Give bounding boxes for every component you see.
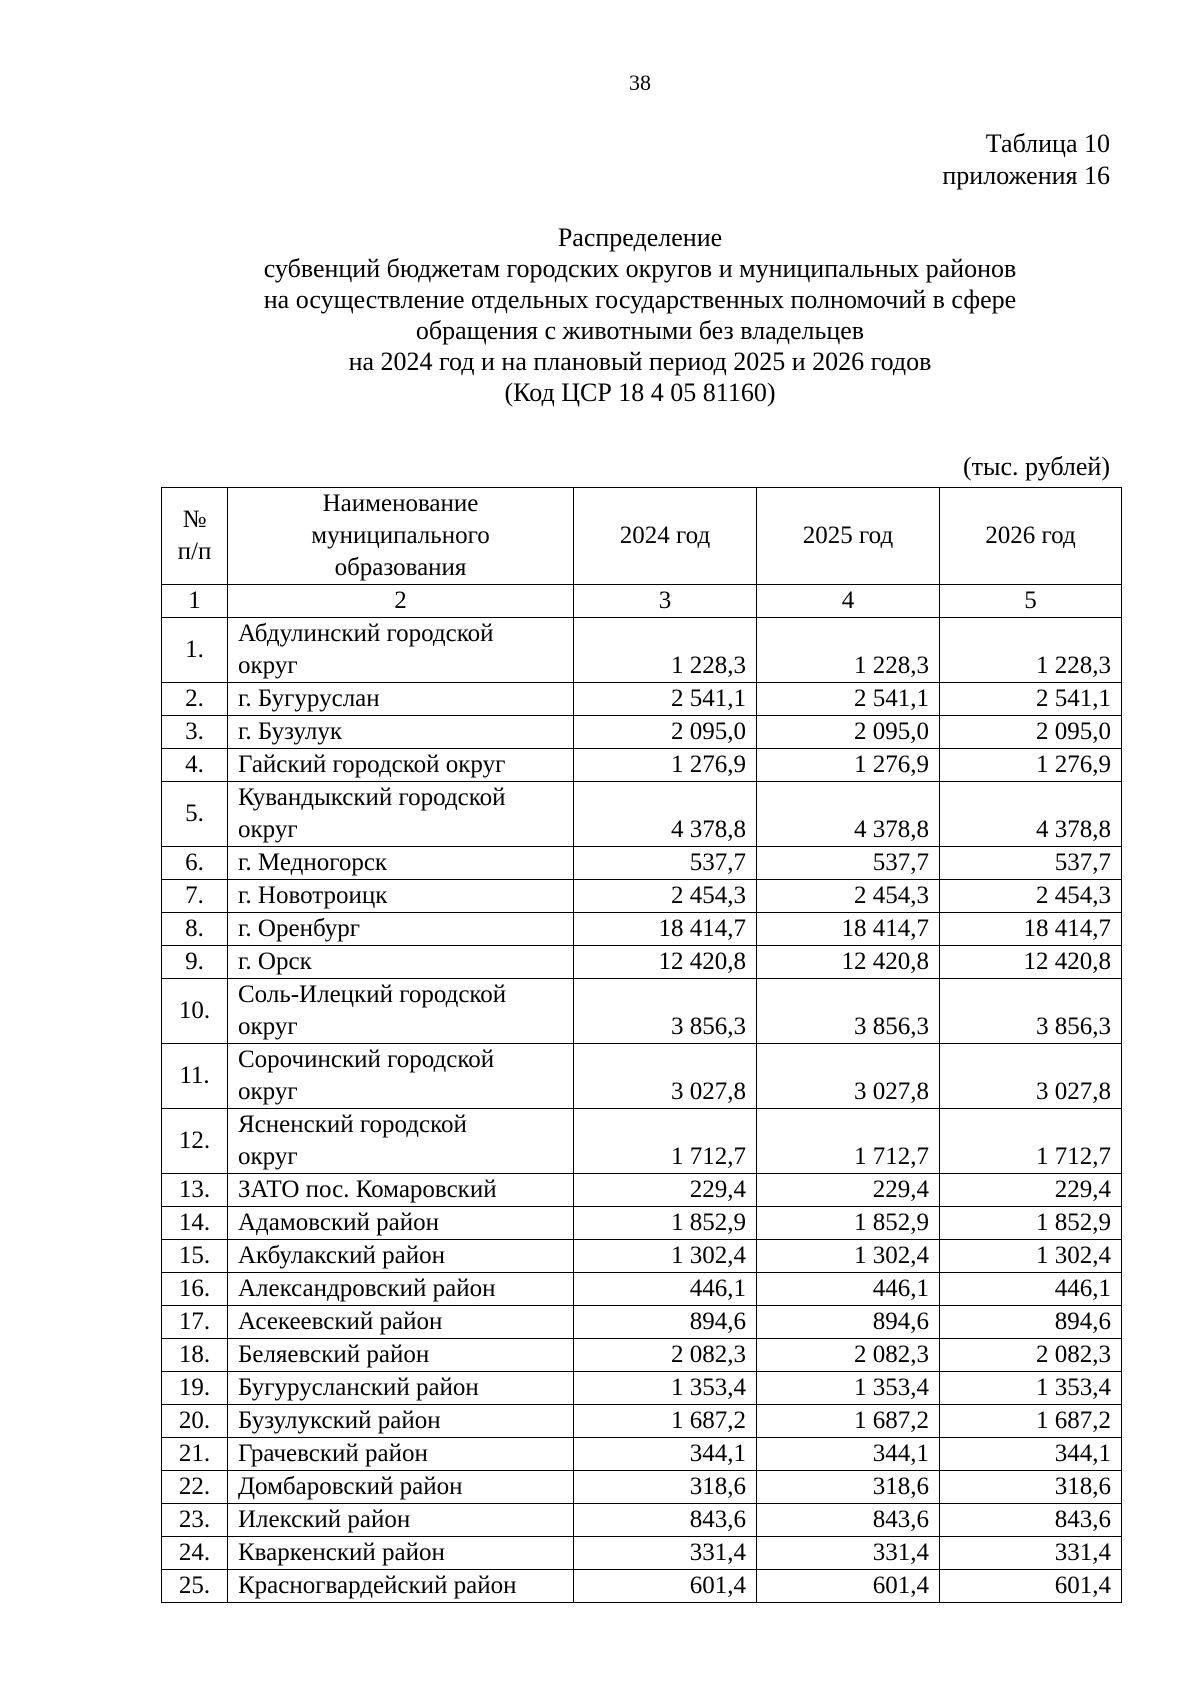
value-2025: 2 095,0 [757,716,940,749]
header-text: № [182,506,207,533]
value-2025: 1 852,9 [757,1207,940,1240]
table-row [162,880,1122,913]
municipality-name [228,1405,574,1438]
municipality-name-line: Илекский район [238,1506,411,1533]
municipality-name-line: Грачевский район [238,1440,428,1467]
value-2024: 331,4 [574,1537,757,1570]
table-row [162,1339,1122,1372]
row-number: 21. [162,1438,228,1471]
units-label: (тыс. рублей) [962,452,1110,481]
municipality-name [228,1570,574,1603]
value-2025: 2 541,1 [757,683,940,716]
row-number: 19. [162,1372,228,1405]
title-line: Распределение [557,223,723,252]
value-2024: 1 276,9 [574,749,757,782]
value-2024: 1 353,4 [574,1372,757,1405]
municipality-name-line: Александровский район [238,1275,496,1302]
municipality-name [228,1273,574,1306]
row-number: 16. [162,1273,228,1306]
municipality-name [228,618,574,683]
value-2026: 229,4 [940,1174,1122,1207]
municipality-name-line: Беляевский район [238,1341,430,1368]
municipality-name-line: Кваркенский район [238,1539,445,1566]
municipality-name [228,1240,574,1273]
value-2025: 229,4 [757,1174,940,1207]
value-2026: 446,1 [940,1273,1122,1306]
municipality-name-line: Асекеевский район [238,1308,443,1335]
value-2024: 1 687,2 [574,1405,757,1438]
value-2025: 318,6 [757,1471,940,1504]
table-label-line: приложения 16 [942,161,1110,190]
municipality-name-line: г. Бугуруслан [238,685,380,712]
municipality-name [228,749,574,782]
header-2026: 2026 год [940,488,1122,585]
municipality-name [228,1372,574,1405]
value-2024: 229,4 [574,1174,757,1207]
municipality-name [228,880,574,913]
municipality-name-line: г. Новотроицк [238,882,388,909]
row-number: 9. [162,946,228,979]
municipality-name [228,1537,574,1570]
municipality-name-line: Акбулакский район [238,1242,445,1269]
subvention-table [161,487,1122,1603]
value-2024: 537,7 [574,847,757,880]
title-line: (Код ЦСР 18 4 05 81160) [504,378,776,407]
document-title [180,222,1100,408]
table-row [162,1273,1122,1306]
value-2025: 2 454,3 [757,880,940,913]
title-line: на осуществление отдельных государственных полномочий в сфере [263,285,1017,314]
value-2024: 4 378,8 [574,782,757,847]
value-2024: 2 095,0 [574,716,757,749]
column-index: 4 [757,585,940,618]
row-number: 20. [162,1405,228,1438]
row-number: 1. [162,618,228,683]
row-number: 18. [162,1339,228,1372]
municipality-name-line: Бузулукский район [238,1407,441,1434]
value-2025: 2 082,3 [757,1339,940,1372]
row-number: 23. [162,1504,228,1537]
table-row [162,946,1122,979]
value-2024: 894,6 [574,1306,757,1339]
municipality-name-line: округ [238,652,298,679]
value-2025: 3 856,3 [757,979,940,1044]
municipality-name [228,683,574,716]
page-number: 38 [629,70,651,95]
value-2026: 318,6 [940,1471,1122,1504]
municipality-name-line: Гайский городской округ [238,751,506,778]
header-2025: 2025 год [757,488,940,585]
header-row [162,488,1122,585]
municipality-name [228,1174,574,1207]
value-2026: 2 082,3 [940,1339,1122,1372]
value-2026: 894,6 [940,1306,1122,1339]
value-2025: 3 027,8 [757,1044,940,1109]
value-2026: 1 276,9 [940,749,1122,782]
table-row [162,1109,1122,1174]
value-2024: 2 082,3 [574,1339,757,1372]
row-number: 10. [162,979,228,1044]
municipality-name-line: Кувандыкский городской [238,784,506,811]
row-number: 14. [162,1207,228,1240]
column-index: 2 [228,585,574,618]
table-row [162,1044,1122,1109]
row-number: 8. [162,913,228,946]
header-text: муниципального [311,522,490,549]
value-2025: 843,6 [757,1504,940,1537]
value-2026: 2 541,1 [940,683,1122,716]
municipality-name-line: г. Бузулук [238,718,343,745]
municipality-name [228,913,574,946]
value-2024: 318,6 [574,1471,757,1504]
value-2024: 601,4 [574,1570,757,1603]
header-2024: 2024 год [574,488,757,585]
municipality-name [228,946,574,979]
value-2026: 3 856,3 [940,979,1122,1044]
table-row [162,1537,1122,1570]
value-2025: 1 276,9 [757,749,940,782]
header-name [228,488,574,585]
row-number: 6. [162,847,228,880]
table-label-line: Таблица 10 [985,129,1110,158]
value-2024: 3 027,8 [574,1044,757,1109]
table-row [162,1207,1122,1240]
value-2024: 2 454,3 [574,880,757,913]
header-text: п/п [177,538,212,565]
municipality-name [228,782,574,847]
value-2024: 1 852,9 [574,1207,757,1240]
value-2025: 894,6 [757,1306,940,1339]
row-number: 24. [162,1537,228,1570]
municipality-name-line: Сорочинский городской [238,1046,495,1073]
value-2025: 1 353,4 [757,1372,940,1405]
row-number: 7. [162,880,228,913]
municipality-name [228,1471,574,1504]
municipality-name [228,716,574,749]
value-2026: 1 228,3 [940,618,1122,683]
value-2024: 3 856,3 [574,979,757,1044]
table-row [162,1372,1122,1405]
municipality-name-line: округ [238,1143,298,1170]
value-2026: 18 414,7 [940,913,1122,946]
table-row [162,1504,1122,1537]
municipality-name [228,1306,574,1339]
municipality-name [228,1339,574,1372]
value-2024: 1 712,7 [574,1109,757,1174]
value-2024: 2 541,1 [574,683,757,716]
municipality-name [228,1438,574,1471]
value-2026: 344,1 [940,1438,1122,1471]
value-2026: 537,7 [940,847,1122,880]
value-2025: 344,1 [757,1438,940,1471]
title-line: субвенций бюджетам городских округов и муниципальных районов [263,254,1017,283]
table-label [942,128,1110,192]
value-2025: 4 378,8 [757,782,940,847]
column-index: 3 [574,585,757,618]
municipality-name-line: Красногвардейский район [238,1572,517,1599]
table-row [162,1240,1122,1273]
table-row [162,1471,1122,1504]
table-row [162,1438,1122,1471]
value-2024: 18 414,7 [574,913,757,946]
value-2026: 12 420,8 [940,946,1122,979]
value-2024: 12 420,8 [574,946,757,979]
municipality-name [228,1207,574,1240]
municipality-name-line: Абдулинский городской [238,620,494,647]
row-number: 15. [162,1240,228,1273]
municipality-name [228,1504,574,1537]
municipality-name-line: округ [238,1013,298,1040]
value-2025: 18 414,7 [757,913,940,946]
value-2026: 2 095,0 [940,716,1122,749]
municipality-name [228,1109,574,1174]
value-2025: 1 687,2 [757,1405,940,1438]
value-2025: 1 302,4 [757,1240,940,1273]
column-index: 1 [162,585,228,618]
municipality-name-line: Адамовский район [238,1209,439,1236]
municipality-name-line: Домбаровский район [238,1473,463,1500]
value-2024: 344,1 [574,1438,757,1471]
table-row [162,1306,1122,1339]
value-2026: 1 302,4 [940,1240,1122,1273]
municipality-name-line: округ [238,1078,298,1105]
value-2025: 537,7 [757,847,940,880]
value-2026: 1 852,9 [940,1207,1122,1240]
municipality-name [228,1044,574,1109]
value-2024: 843,6 [574,1504,757,1537]
municipality-name-line: Соль-Илецкий городской [238,981,507,1008]
municipality-name-line: Бугурусланский район [238,1374,479,1401]
value-2024: 446,1 [574,1273,757,1306]
value-2024: 1 302,4 [574,1240,757,1273]
title-line: обращения с животными без владельцев [415,316,865,345]
table-row [162,1570,1122,1603]
table-row [162,749,1122,782]
municipality-name [228,979,574,1044]
municipality-name-line: г. Оренбург [238,915,360,942]
table-row [162,1405,1122,1438]
table-row [162,716,1122,749]
municipality-name-line: г. Орск [238,948,312,975]
title-line: на 2024 год и на плановый период 2025 и 2026 годов [348,347,932,376]
row-number: 3. [162,716,228,749]
row-number: 25. [162,1570,228,1603]
column-index-row [162,585,1122,618]
municipality-name-line: Ясненский городской [238,1111,467,1138]
table-row [162,683,1122,716]
table-row [162,913,1122,946]
header-number [162,488,228,585]
value-2026: 1 712,7 [940,1109,1122,1174]
row-number: 5. [162,782,228,847]
header-text: образования [334,554,467,581]
table-row [162,847,1122,880]
column-index: 5 [940,585,1122,618]
value-2025: 12 420,8 [757,946,940,979]
value-2026: 3 027,8 [940,1044,1122,1109]
header-text: Наименование [322,490,479,517]
row-number: 11. [162,1044,228,1109]
row-number: 17. [162,1306,228,1339]
row-number: 12. [162,1109,228,1174]
value-2026: 1 687,2 [940,1405,1122,1438]
municipality-name-line: г. Медногорск [238,849,388,876]
municipality-name [228,847,574,880]
row-number: 2. [162,683,228,716]
value-2026: 331,4 [940,1537,1122,1570]
value-2025: 1 228,3 [757,618,940,683]
table-row [162,618,1122,683]
row-number: 4. [162,749,228,782]
row-number: 13. [162,1174,228,1207]
value-2024: 1 228,3 [574,618,757,683]
value-2025: 446,1 [757,1273,940,1306]
table-row [162,782,1122,847]
value-2026: 4 378,8 [940,782,1122,847]
value-2026: 1 353,4 [940,1372,1122,1405]
value-2025: 1 712,7 [757,1109,940,1174]
value-2026: 2 454,3 [940,880,1122,913]
table-row [162,979,1122,1044]
value-2026: 843,6 [940,1504,1122,1537]
value-2025: 601,4 [757,1570,940,1603]
value-2026: 601,4 [940,1570,1122,1603]
row-number: 22. [162,1471,228,1504]
municipality-name-line: ЗАТО пос. Комаровский [238,1176,497,1203]
municipality-name-line: округ [238,816,298,843]
value-2025: 331,4 [757,1537,940,1570]
table-row [162,1174,1122,1207]
